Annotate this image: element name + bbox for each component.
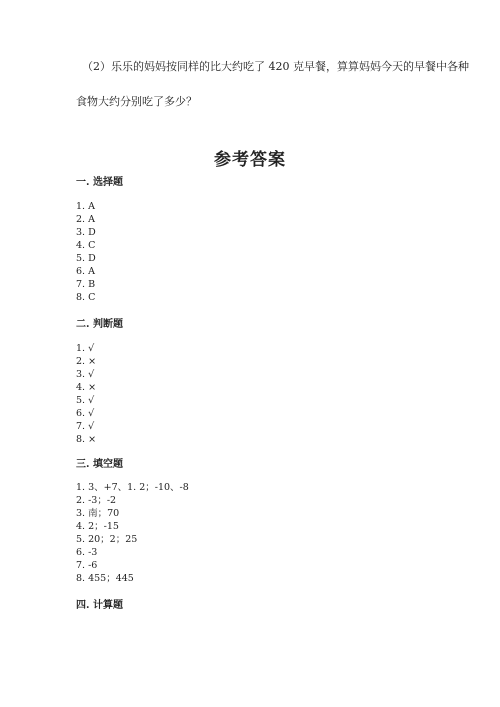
- answer-item: 1. 3、+7、1. 2；-10、-8: [76, 482, 189, 493]
- section-heading-calculation: 四. 计算题: [76, 600, 123, 611]
- answer-item: 2. ×: [76, 356, 97, 367]
- answer-item: 5. D: [76, 253, 96, 264]
- answer-item: 6. -3: [76, 547, 98, 558]
- answer-item: 3. D: [76, 227, 96, 238]
- answer-item: 4. 2；-15: [76, 521, 119, 532]
- section-heading-fill-in-blank: 三. 填空题: [76, 459, 123, 470]
- question-text-line-2: 食物大约分别吃了多少？: [76, 95, 197, 108]
- answer-item: 8. C: [76, 292, 96, 303]
- answer-item: 8. 455；445: [76, 573, 134, 584]
- answer-item: 6. A: [76, 266, 95, 277]
- answer-item: 7. √: [76, 421, 95, 432]
- answer-item: 4. C: [76, 240, 96, 251]
- answer-list-multiple-choice: [76, 200, 96, 304]
- answer-item: 3. √: [76, 369, 95, 380]
- answer-list-true-false: [76, 342, 96, 446]
- answer-item: 3. 南；70: [76, 508, 120, 519]
- answer-item: 5. 20；2；25: [76, 534, 138, 545]
- section-heading-true-false: 二. 判断题: [76, 319, 123, 330]
- answer-item: 6. √: [76, 408, 95, 419]
- answers-title: 参考答案: [214, 150, 286, 170]
- answer-item: 1. A: [76, 201, 95, 212]
- question-text-line-1: （2）乐乐的妈妈按同样的比大约吃了 420 克早餐，算算妈妈今天的早餐中各种: [82, 60, 469, 73]
- section-heading-multiple-choice: 一. 选择题: [76, 177, 123, 188]
- answer-item: 7. -6: [76, 560, 98, 571]
- answer-list-fill-in-blank: [76, 481, 189, 585]
- answer-item: 2. -3；-2: [76, 495, 117, 506]
- answer-item: 4. ×: [76, 382, 97, 393]
- answer-item: 8. ×: [76, 434, 97, 445]
- answer-item: 2. A: [76, 214, 95, 225]
- answer-item: 7. B: [76, 279, 96, 290]
- answer-item: 1. √: [76, 343, 95, 354]
- answer-item: 5. √: [76, 395, 95, 406]
